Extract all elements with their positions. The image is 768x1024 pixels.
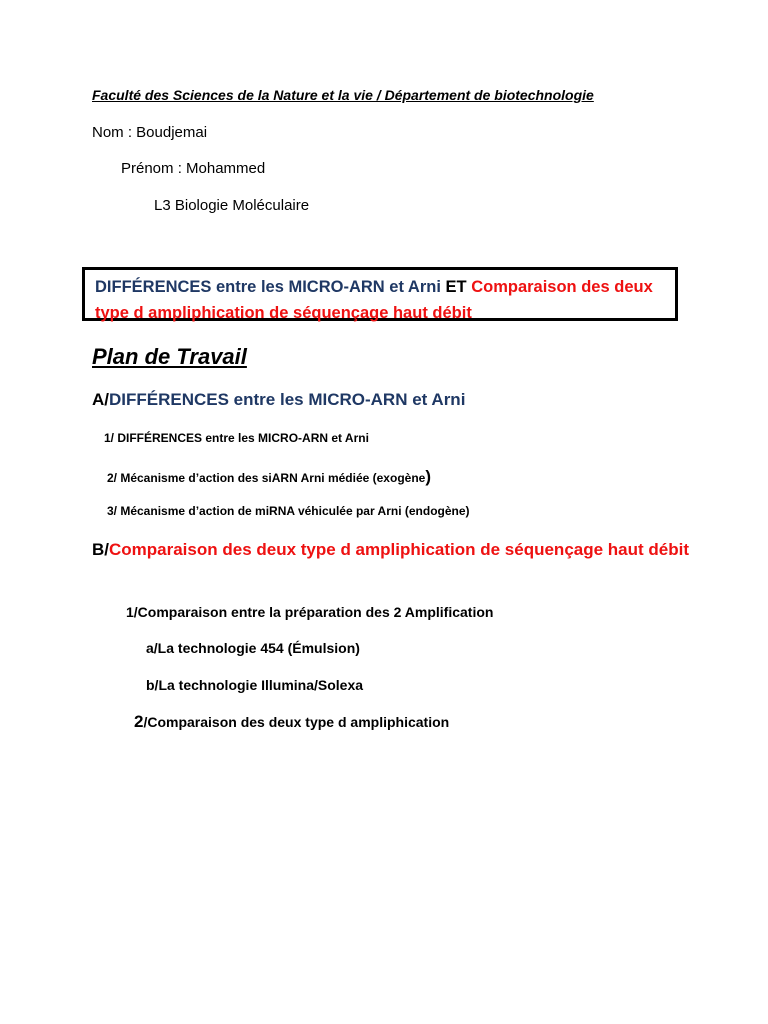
section-a-heading (92, 390, 465, 410)
section-a-title: DIFFÉRENCES entre les MICRO-ARN et Arni (109, 390, 466, 409)
title-connector: ET (440, 278, 472, 296)
section-b-title: Comparaison des deux type d ampliphication de séquençage haut débit (109, 540, 690, 559)
section-b-heading (92, 536, 692, 564)
section-b-item-2 (134, 712, 449, 732)
section-a-item-2 (107, 467, 431, 487)
section-a-item-3: 3/ Mécanisme d’action de miRNA véhiculée par Arni (endogène) (107, 504, 470, 518)
section-b-item-1: 1/Comparaison entre la préparation des 2 Amplification (126, 604, 494, 620)
title-part-comparaison: Comparaison des deux type d ampliphication de séquençage haut débit (95, 278, 653, 322)
section-b-item-2-text: /Comparaison des deux type d ampliphication (143, 714, 450, 730)
student-first-name: Prénom : Mohammed (121, 160, 266, 177)
plan-heading: Plan de Travail (92, 344, 247, 369)
section-b-prefix: B/ (92, 540, 109, 559)
title-part-differences: DIFFÉRENCES entre les MICRO-ARN et Arni (95, 278, 441, 296)
section-a-prefix: A/ (92, 390, 109, 409)
student-level: L3 Biologie Moléculaire (154, 197, 310, 214)
section-b-item-2-number: 2 (134, 712, 144, 731)
section-b-item-1b: b/La technologie Illumina/Solexa (146, 677, 364, 693)
section-a-item-2-close: ) (425, 467, 431, 486)
section-a-item-1: 1/ DIFFÉRENCES entre les MICRO-ARN et Arni (104, 431, 369, 445)
section-a-item-2-text: 2/ Mécanisme d’action des siARN Arni médiée (exogène (107, 471, 426, 485)
document-title-box (82, 267, 678, 321)
institution-header: Faculté des Sciences de la Nature et la vie / Département de biotechnologie (92, 87, 594, 103)
section-b-item-1a: a/La technologie 454 (Émulsion) (146, 640, 360, 656)
student-last-name: Nom : Boudjemai (92, 124, 208, 141)
